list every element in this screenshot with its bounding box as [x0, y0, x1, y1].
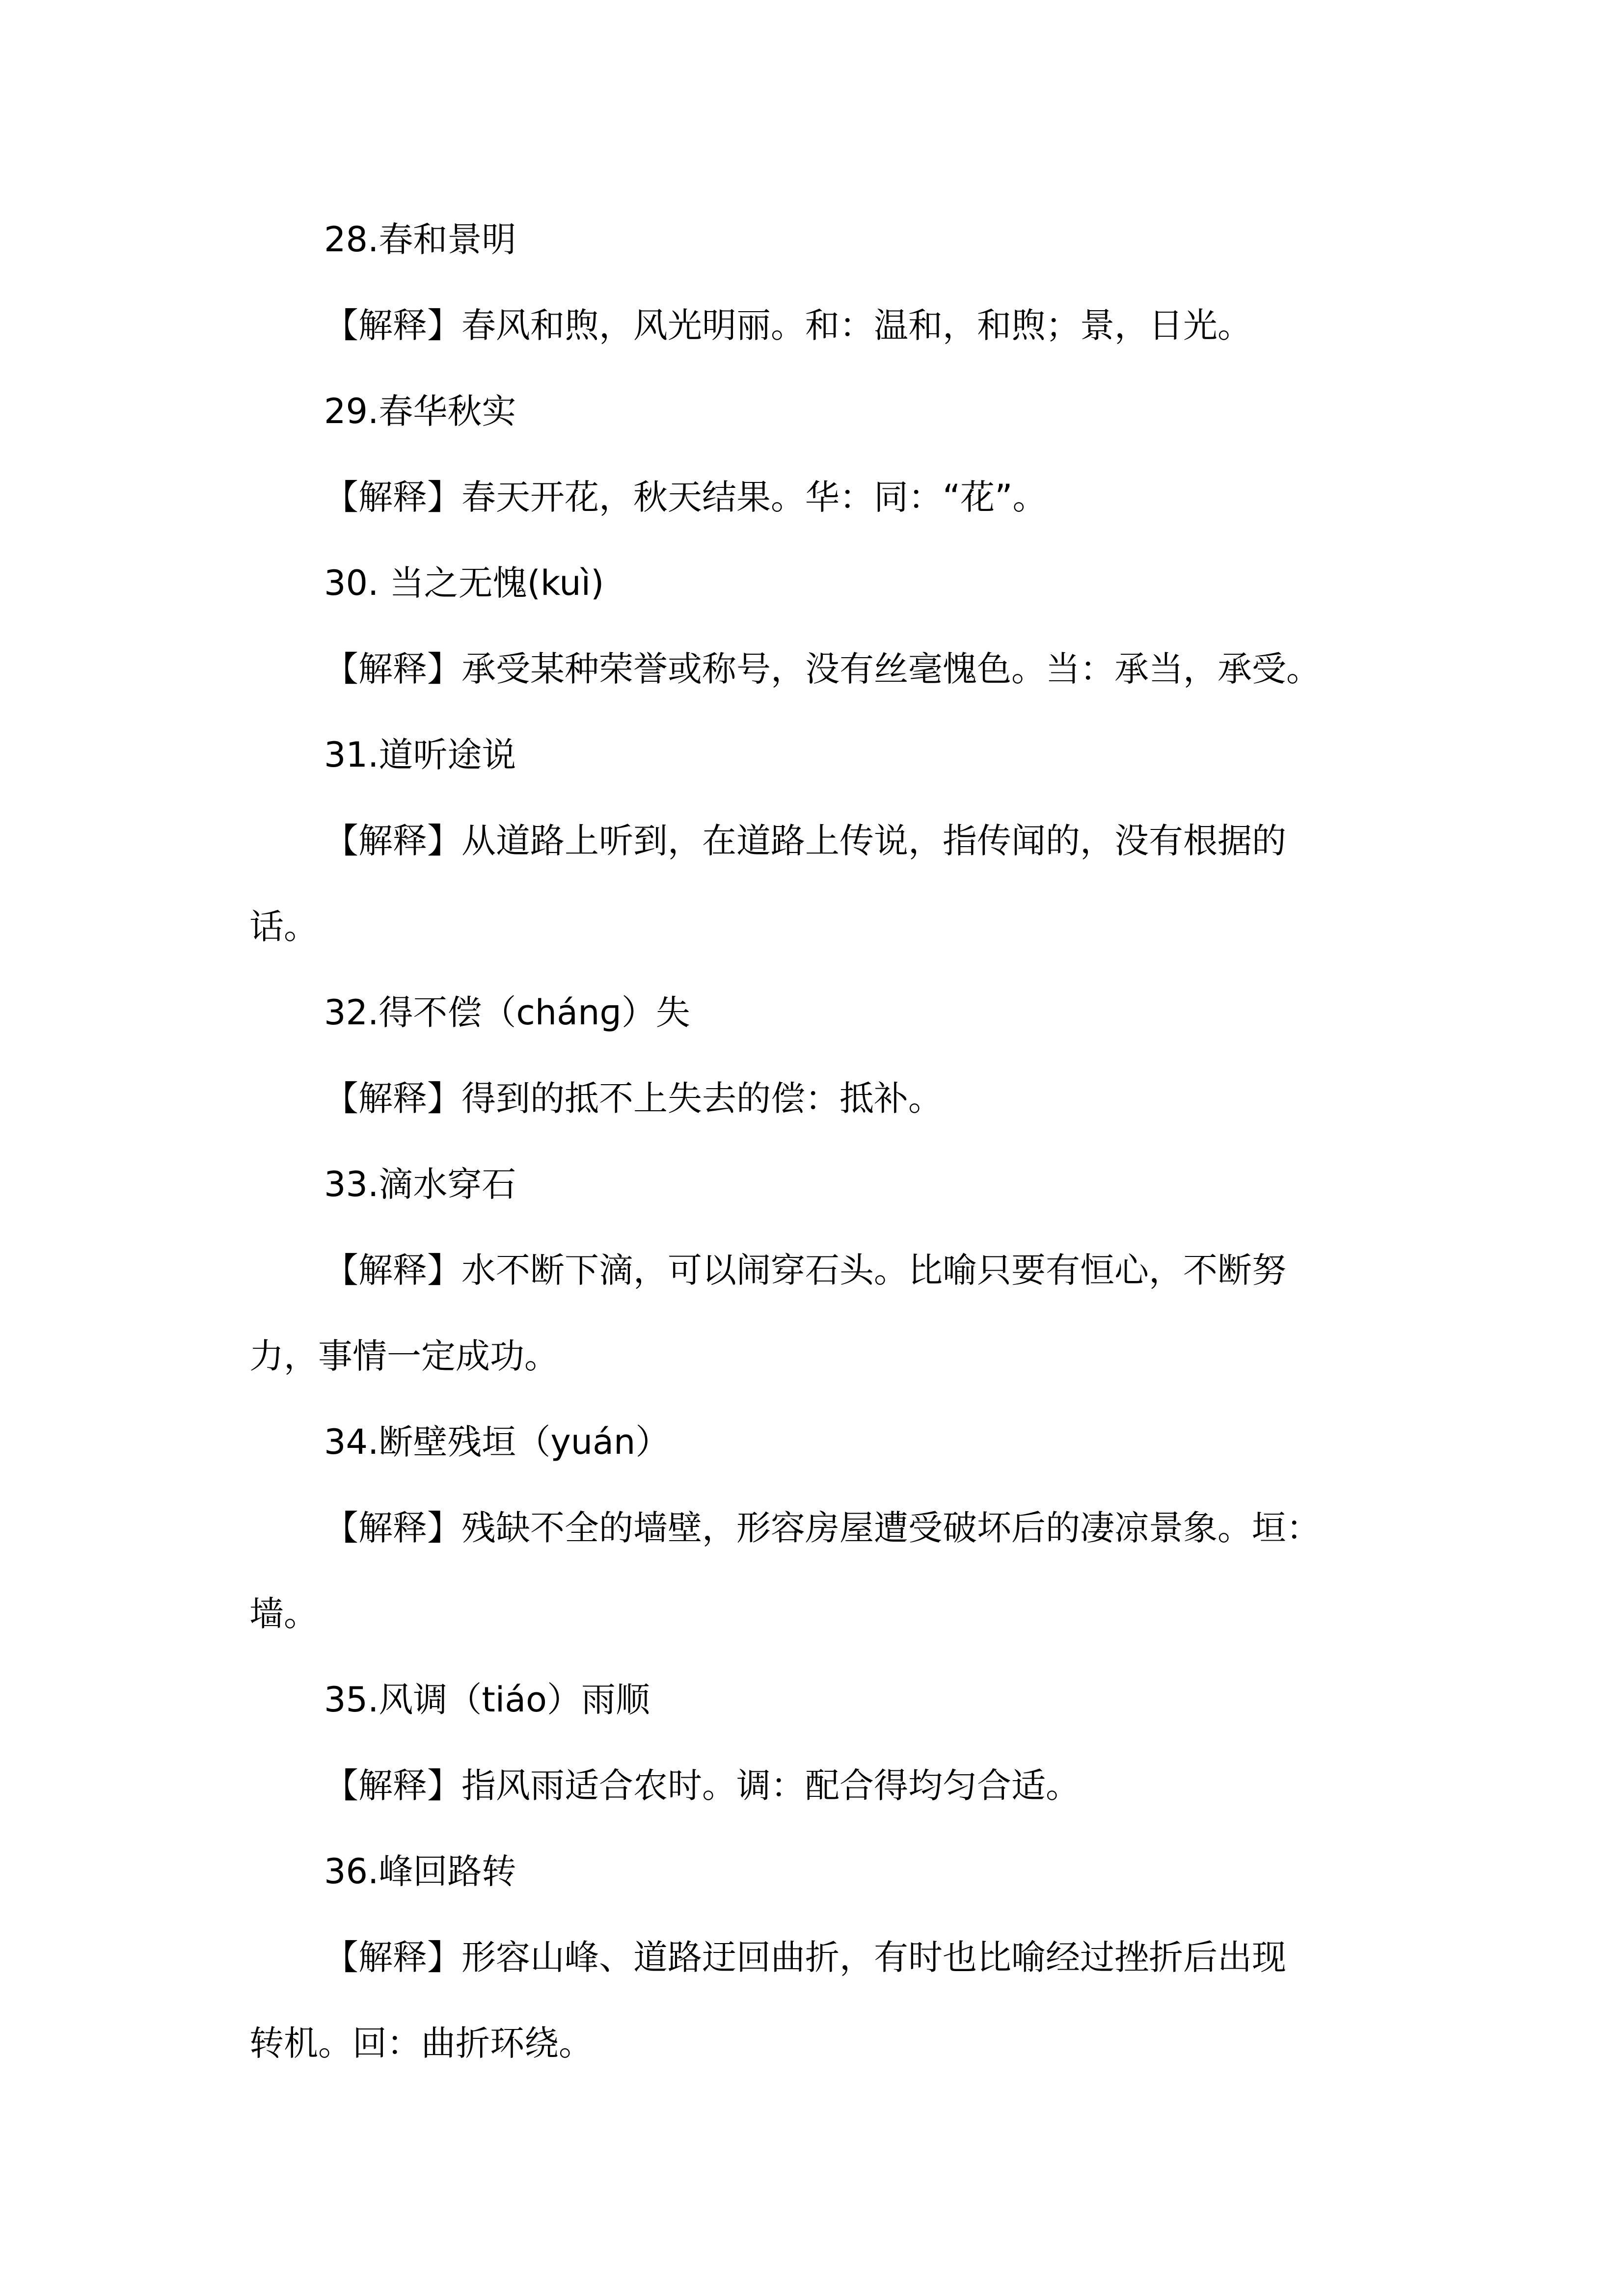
idiom-explanation-continued: 墙。: [249, 1594, 318, 1634]
idiom-term: 35.风调（tiáo）雨顺: [324, 1680, 650, 1720]
idiom-term: 33.滴水穿石: [324, 1164, 516, 1204]
idiom-explanation: 【解释】水不断下滴，可以闹穿石头。比喻只要有恒心，不断努: [324, 1250, 1286, 1290]
idiom-explanation-continued: 转机。回：曲折环绕。: [249, 2023, 593, 2063]
idiom-explanation-continued: 力，事情一定成功。: [249, 1336, 559, 1376]
idiom-term: 28.春和景明: [324, 219, 516, 260]
idiom-explanation-continued: 话。: [249, 907, 318, 947]
idiom-term: 29.春华秋实: [324, 391, 516, 431]
idiom-term: 30. 当之无愧(kuì): [324, 563, 604, 603]
idiom-explanation: 【解释】从道路上听到，在道路上传说，指传闻的，没有根据的: [324, 821, 1286, 861]
idiom-explanation: 【解释】指风雨适合农时。调：配合得均匀合适。: [324, 1765, 1080, 1806]
idiom-explanation: 【解释】残缺不全的墙壁，形容房屋遭受破坏后的凄凉景象。垣：: [324, 1508, 1321, 1548]
idiom-explanation: 【解释】承受某种荣誉或称号，没有丝毫愧色。当：承当，承受。: [324, 649, 1321, 689]
idiom-explanation: 【解释】春风和煦，风光明丽。和：温和，和煦；景，日光。: [324, 305, 1252, 346]
idiom-term: 31.道听途说: [324, 735, 516, 775]
idiom-explanation: 【解释】得到的抵不上失去的偿：抵补。: [324, 1078, 943, 1119]
idiom-term: 34.断壁残垣（yuán）: [324, 1422, 670, 1462]
idiom-explanation: 【解释】形容山峰、道路迂回曲折，有时也比喻经过挫折后出现: [324, 1937, 1286, 1977]
idiom-term: 36.峰回路转: [324, 1851, 516, 1892]
idiom-term: 32.得不偿（chánɡ）失: [324, 992, 690, 1033]
idiom-explanation: 【解释】春天开花，秋天结果。华：同：“花”。: [324, 477, 1047, 517]
